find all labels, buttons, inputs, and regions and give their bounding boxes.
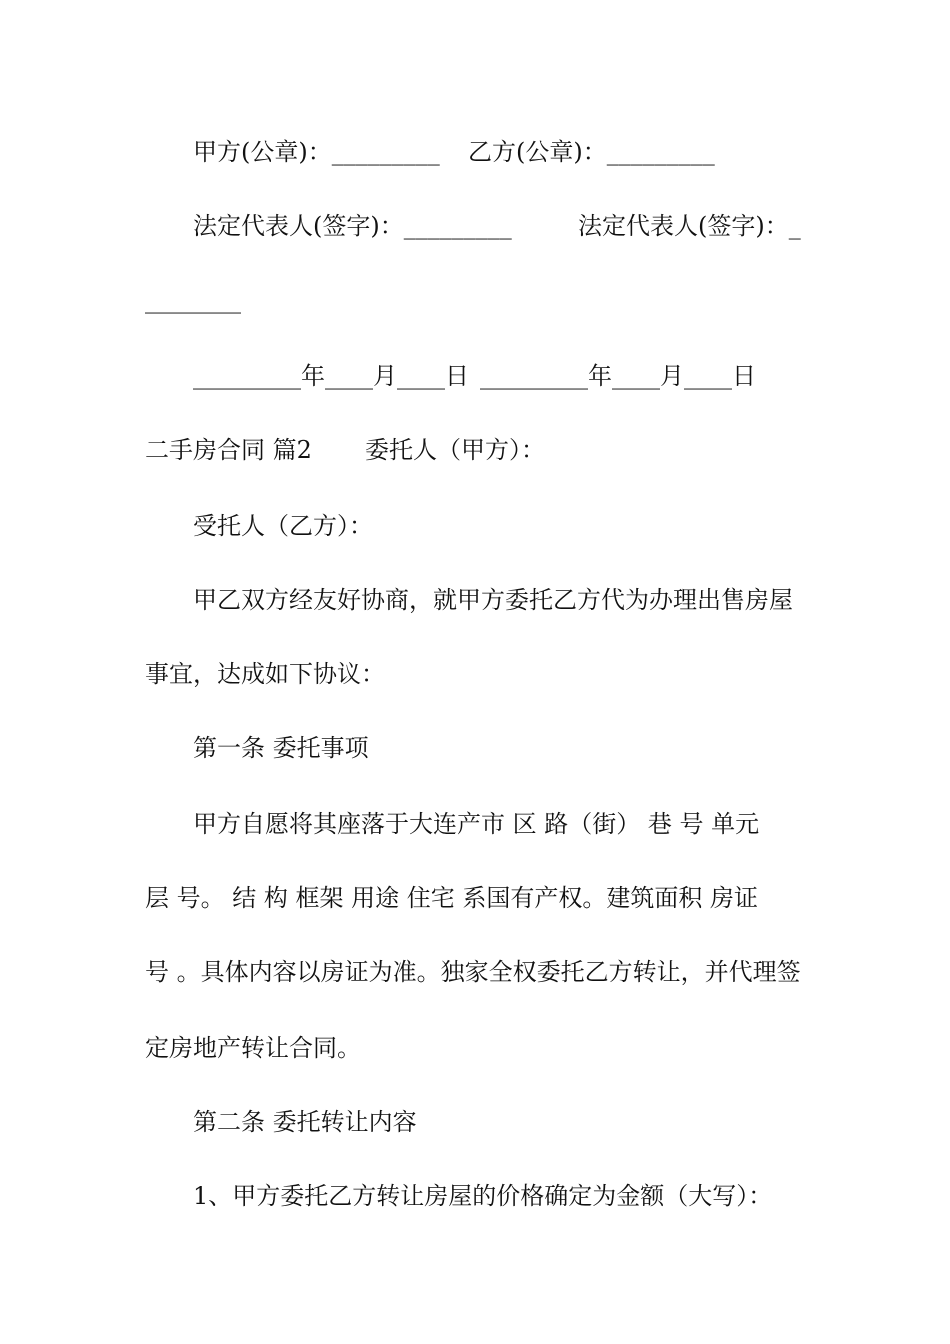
party-a-seal-line: 甲方(公章)：_________ [193,138,440,166]
article-2-title: 第二条 委托转让内容 [193,1108,417,1136]
party-b-seal-line: 乙方(公章)：_________ [468,138,715,166]
party-b-representative-line: 法定代表人(签字)：_ [578,212,801,240]
intro-paragraph-line-1: 甲乙双方经友好协商，就甲方委托乙方代为办理出售房屋 [193,586,793,614]
article-2-item-1: 1、甲方委托乙方转让房屋的价格确定为金额（大写）： [193,1182,773,1210]
party-a-date-line: _________年____月____日 [193,362,469,390]
party-a-representative-line: 法定代表人(签字)：_________ [193,212,512,240]
article-1-line-1: 甲方自愿将其座落于大连产市 区 路（街） 巷 号 单元 [193,810,760,838]
agent-party-label: 受托人（乙方）： [193,512,373,540]
principal-party-label: 委托人（甲方）： [365,436,545,464]
party-b-date-line: _________年____月____日 [480,362,756,390]
article-1-line-4: 定房地产转让合同。 [145,1034,361,1062]
contract-heading: 二手房合同 篇2 [145,436,312,464]
article-1-line-3: 号 。具体内容以房证为准。独家全权委托乙方转让，并代理签 [145,958,801,986]
article-1-line-2: 层 号。 结 构 框架 用途 住宅 系国有产权。建筑面积 房证 [145,884,759,912]
intro-paragraph-line-2: 事宜，达成如下协议： [145,660,385,688]
article-1-title: 第一条 委托事项 [193,734,369,762]
party-b-representative-blank-continuation: ________ [145,286,241,314]
